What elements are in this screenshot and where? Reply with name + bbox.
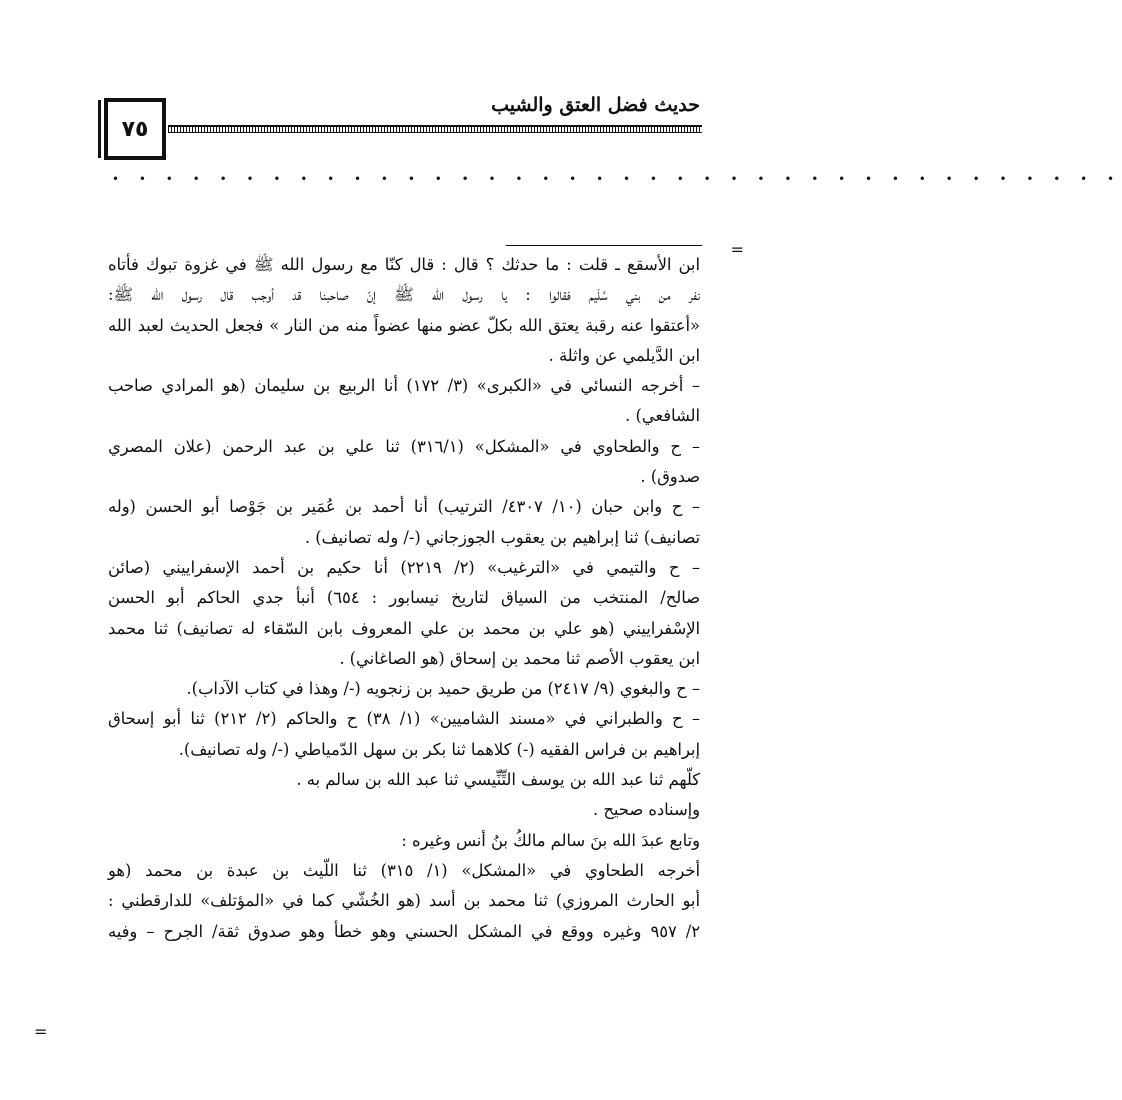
text-line: وتابع عبدَ الله بنَ سالم مالكُ بنُ أنس وغيره : — [401, 830, 700, 850]
text-line: – ح والتيمي في «الترغيب» (٢/ ٢٢١٩) أنا حكيم بن أحمد الإسفراييني (صائن — [108, 557, 700, 577]
text-line: صالح/ المنتخب من السياق لتاريخ نيسابور : ٦٥٤) أنبأ جدي الحاكم أبو الحسن — [108, 588, 701, 608]
text-line: وإسناده صحيح . — [593, 800, 700, 820]
text-line: – ح والطبراني في «مسند الشاميين» (١/ ٣٨) ح والحاكم (٢/ ٢١٢) ثنا أبو إسحاق — [108, 709, 700, 729]
page-number-box — [104, 98, 166, 160]
text-line: – ح والطحاوي في «المشكل» (٣١٦/١) ثنا علي بن عبد الرحمن (علان المصري — [108, 436, 700, 456]
text-line: نفر من بني سُلَيم فقالوا : يا رسول الله ﷺ إنّ صاحبنا قد أوجب قال رسول الله ﷺ: — [108, 285, 700, 305]
text-line: أبو الحارث المروزي) ثنا محمد بن أسد (هو الخُشّي كما في «المؤتلف» للدارقطني : — [108, 891, 700, 911]
dot-separator: • • • • • • • • • • • • • • • • • • • • • • • • • • • • • • • • • • • • • • — [112, 172, 1122, 186]
text-line: – ح والبغوي (٩/ ٢٤١٧) من طريق حميد بن زنجويه (-/ وهذا في كتاب الآداب). — [186, 679, 700, 699]
text-line: ابن الدَّيلمي عن واثلة . — [548, 345, 700, 365]
continuation-marker-bottom: = — [34, 1022, 48, 1041]
page-number: ٧٥ — [121, 116, 149, 142]
text-line: ابن يعقوب الأصم ثنا محمد بن إسحاق (هو الصاغاني) . — [339, 648, 700, 668]
text-line: أخرجه الطحاوي في «المشكل» (١/ ٣١٥) ثنا اللّيث بن عبدة بن محمد (هو — [108, 860, 700, 880]
footnote-rule — [506, 245, 702, 246]
footnote-text — [108, 250, 700, 947]
text-line: ابن الأسقع ـ قلت : ما حدثك ؟ قال : قال كنّا مع رسول الله ﷺ في غزوة تبوك فأتاه — [108, 255, 700, 274]
text-line: – ح وابن حبان (١٠/ ٤٣٠٧/ الترتيب) أنا أحمد بن عُمَير بن جَوْصا أبو الحسن (وله — [108, 497, 700, 517]
continuation-marker-top: = — [730, 240, 744, 259]
text-line: تصانيف) ثنا إبراهيم بن يعقوب الجوزجاني (-/ وله تصانيف) . — [304, 527, 700, 547]
text-line: كلّهم ثنا عبد الله بن يوسف التِّنِّيسي ثنا عبد الله بن سالم به . — [296, 770, 700, 790]
text-line: «أعتقوا عنه رقبة يعتق الله بكلّ عضو منها عضواً منه من النار » فجعل الحديث لعبد الله — [108, 315, 700, 335]
running-title: حديث فضل العتق والشيب — [491, 94, 700, 116]
text-line: ٢/ ٩٥٧ وغيره ووقع في المشكل الحسني وهو خطأ وهو صدوق ثقة/ الجرح – وفيه — [108, 921, 700, 941]
text-line: – أخرجه النسائي في «الكبرى» (٣/ ١٧٢) أنا الربيع بن سليمان (هو المرادي صاحب — [108, 376, 701, 396]
text-line: الشافعي) . — [625, 406, 700, 426]
text-line: إبراهيم بن فراس الفقيه (-) كلاهما ثنا بكر بن سهل الدّمياطي (-/ وله تصانيف). — [178, 739, 700, 759]
text-line: الإسْفراييني (هو علي بن محمد بن علي المعروف بابن السّقاء له تصانيف) ثنا محمد — [108, 618, 700, 638]
header-rule — [168, 125, 702, 133]
text-line: صدوق) . — [640, 467, 700, 487]
